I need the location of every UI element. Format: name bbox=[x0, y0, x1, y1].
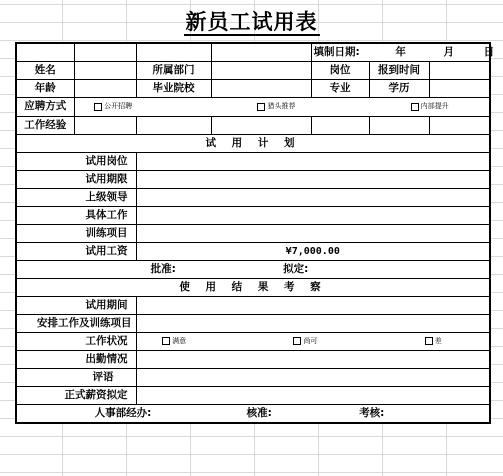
supervisor-field[interactable] bbox=[136, 188, 490, 206]
blank-cell[interactable] bbox=[369, 116, 429, 134]
fill-date-field[interactable] bbox=[311, 43, 495, 62]
age-label: 年龄 bbox=[16, 80, 74, 98]
trial-period-label: 试用期限 bbox=[16, 170, 136, 188]
trial-salary-label: 试用工资 bbox=[16, 242, 136, 260]
results-row bbox=[16, 369, 490, 387]
recruit-row bbox=[16, 98, 490, 117]
approve-label: 批准: bbox=[150, 262, 176, 275]
specific-work-label: 具体工作 bbox=[16, 206, 136, 224]
name-label: 姓名 bbox=[16, 62, 74, 80]
trial-salary-value[interactable]: ¥7,000.00 bbox=[136, 242, 490, 260]
signature-row bbox=[16, 405, 490, 424]
period-field[interactable] bbox=[136, 296, 490, 314]
trial-form-table bbox=[15, 42, 495, 424]
school-label: 毕业院校 bbox=[136, 80, 211, 98]
year-label: 年 bbox=[395, 46, 406, 58]
results-row bbox=[16, 351, 490, 369]
results-row bbox=[16, 296, 490, 314]
approval-cell bbox=[16, 260, 490, 278]
report-time-label: 报到时间 bbox=[369, 62, 429, 80]
status-option-poor[interactable]: 差 bbox=[425, 335, 442, 347]
age-field[interactable] bbox=[74, 80, 136, 98]
department-field[interactable] bbox=[211, 62, 311, 80]
results-heading-row bbox=[16, 278, 490, 296]
blank-cell[interactable] bbox=[74, 116, 136, 134]
blank-cell[interactable] bbox=[16, 43, 74, 62]
trial-period-field[interactable] bbox=[136, 170, 490, 188]
checkbox-icon[interactable] bbox=[293, 337, 301, 345]
status-option-fair[interactable]: 尚可 bbox=[293, 335, 317, 347]
trial-plan-row bbox=[16, 224, 490, 242]
blank-cell[interactable] bbox=[311, 116, 369, 134]
checkbox-icon[interactable] bbox=[425, 337, 433, 345]
recruit-options bbox=[74, 98, 490, 117]
trial-plan-row bbox=[16, 206, 490, 224]
blank-cell[interactable] bbox=[211, 43, 311, 62]
blank-cell[interactable] bbox=[211, 116, 311, 134]
checkbox-icon[interactable] bbox=[94, 103, 102, 111]
results-row bbox=[16, 314, 490, 332]
school-field[interactable] bbox=[211, 80, 311, 98]
arrangement-label: 安排工作及训练项目 bbox=[16, 314, 136, 332]
trial-plan-heading-row bbox=[16, 134, 490, 152]
draft-label: 拟定: bbox=[283, 262, 309, 275]
trial-position-label: 试用岗位 bbox=[16, 152, 136, 170]
checkbox-icon[interactable] bbox=[257, 103, 265, 111]
status-label: 工作状况 bbox=[16, 332, 136, 351]
work-experience-row bbox=[16, 116, 490, 134]
check-label: 核准: bbox=[246, 407, 272, 419]
checkbox-icon[interactable] bbox=[411, 103, 419, 111]
month-label: 月 bbox=[443, 46, 455, 58]
blank-cell[interactable] bbox=[136, 43, 211, 62]
fill-date-label: 填制日期: bbox=[313, 46, 360, 58]
fill-date-row bbox=[16, 43, 490, 62]
blank-cell[interactable] bbox=[136, 116, 211, 134]
training-items-label: 训练项目 bbox=[16, 224, 136, 242]
trial-plan-heading: 试 用 计 划 bbox=[16, 134, 490, 152]
signature-cell bbox=[16, 405, 490, 424]
specific-work-field[interactable] bbox=[136, 206, 490, 224]
blank-cell[interactable] bbox=[429, 116, 490, 134]
name-field[interactable] bbox=[74, 62, 136, 80]
hr-label: 人事部经办: bbox=[94, 407, 152, 419]
position-label: 岗位 bbox=[311, 62, 369, 80]
results-row bbox=[16, 332, 490, 351]
recruit-option-internal[interactable]: 内部提升 bbox=[411, 101, 449, 113]
approval-row bbox=[16, 260, 490, 278]
status-option-satisfied[interactable]: 满意 bbox=[162, 335, 186, 347]
blank-cell[interactable] bbox=[74, 43, 136, 62]
training-items-field[interactable] bbox=[136, 224, 490, 242]
department-label: 所属部门 bbox=[136, 62, 211, 80]
education-field[interactable] bbox=[429, 80, 490, 98]
trial-plan-row bbox=[16, 170, 490, 188]
formal-salary-field[interactable] bbox=[136, 387, 490, 405]
page-title: 新员工试用表 bbox=[185, 9, 318, 34]
trial-plan-row bbox=[16, 242, 490, 260]
arrangement-field[interactable] bbox=[136, 314, 490, 332]
attendance-label: 出勤情况 bbox=[16, 351, 136, 369]
period-label: 试用期间 bbox=[16, 296, 136, 314]
comment-label: 评语 bbox=[16, 369, 136, 387]
day-label: 日 bbox=[483, 46, 495, 58]
education-label: 学历 bbox=[369, 80, 429, 98]
results-row bbox=[16, 387, 490, 405]
status-options bbox=[136, 332, 490, 351]
review-label: 考核: bbox=[359, 407, 385, 419]
formal-salary-label: 正式薪资拟定 bbox=[16, 387, 136, 405]
trial-plan-row bbox=[16, 188, 490, 206]
results-heading: 使 用 结 果 考 察 bbox=[16, 278, 490, 296]
comment-field[interactable] bbox=[136, 369, 490, 387]
recruit-label: 应聘方式 bbox=[16, 98, 74, 117]
info-row-1 bbox=[16, 62, 490, 80]
trial-position-field[interactable] bbox=[136, 152, 490, 170]
info-row-2 bbox=[16, 80, 490, 98]
recruit-option-headhunter[interactable]: 猎头推荐 bbox=[257, 101, 295, 113]
attendance-field[interactable] bbox=[136, 351, 490, 369]
work-experience-label: 工作经验 bbox=[16, 116, 74, 134]
report-time-field[interactable] bbox=[429, 62, 490, 80]
supervisor-label: 上级领导 bbox=[16, 188, 136, 206]
recruit-option-public[interactable]: 公开招聘 bbox=[94, 101, 132, 113]
checkbox-icon[interactable] bbox=[162, 337, 170, 345]
major-label: 专业 bbox=[311, 80, 369, 98]
trial-plan-row bbox=[16, 152, 490, 170]
